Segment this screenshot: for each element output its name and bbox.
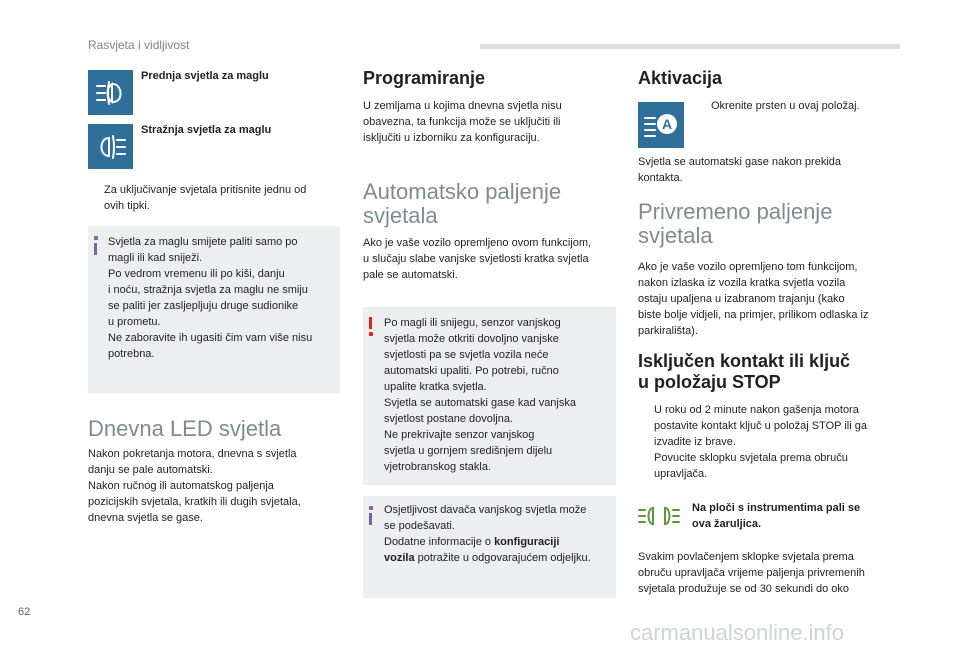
fog-instruction-line: Za uključivanje svjetala pritisnite jednu od <box>104 184 307 196</box>
programming-text-line: isključiti u izborniku za konfiguraciju. <box>363 132 540 144</box>
led-text-line: dnevna svjetla se gase. <box>88 512 203 524</box>
fog-info-line: se paliti jer zasljepljuju druge sudionike <box>108 300 299 312</box>
sensor-warning-box <box>363 307 616 485</box>
temporary-lighting-heading <box>638 200 832 248</box>
fog-info-line: Svjetla za maglu smijete paliti samo po <box>108 236 298 248</box>
fog-info-line: magli ili kad sniježi. <box>108 252 203 264</box>
config-link-text: konfiguraciji <box>494 536 560 548</box>
final-text <box>638 549 865 597</box>
front-fog-light-icon <box>88 70 133 115</box>
programming-text <box>363 98 562 146</box>
fog-info-box <box>88 226 340 393</box>
sensitivity-info-box <box>363 496 616 598</box>
auto-heading-line: svjetala <box>363 203 438 228</box>
fog-info-line: potrebna. <box>108 348 155 360</box>
text-run: potražite u odgovarajućem odjeljku. <box>414 552 591 564</box>
warning-line: upalite kratka svjetla. <box>384 381 487 393</box>
led-text-line: Nakon ručnog ili automatskog paljenja <box>88 480 274 492</box>
fog-instruction-line: ovih tipki. <box>104 200 150 212</box>
ignition-off-heading <box>638 351 850 393</box>
rear-fog-light-icon <box>88 124 133 169</box>
auto-lighting-icon <box>638 102 684 148</box>
off-heading-line: Isključen kontakt ili ključ <box>638 351 851 371</box>
warning-line: svjetla u gornjem središnjem dijelu <box>384 445 553 457</box>
led-text-line: danju se pale automatski. <box>88 464 213 476</box>
auto-lighting-heading <box>363 180 561 228</box>
indicator-label-line: ova žaruljica. <box>692 518 762 530</box>
programming-text-line: obavezna, ta funkcija može se uključiti ili <box>363 116 561 128</box>
step-line: izvadite iz brave. <box>654 436 736 448</box>
temp-text-line: Ako je vaše vozilo opremljeno tom funkcijom, <box>638 261 858 273</box>
warning-marker-icon <box>369 317 372 329</box>
step-line: U roku od 2 minute nakon gašenja motora <box>654 404 859 416</box>
sensitivity-line <box>384 534 591 550</box>
warning-dot-icon <box>369 332 373 336</box>
fog-info-line: i noću, stražnja svjetla za maglu ne smiju <box>108 284 308 296</box>
auto-heading-line: Automatsko paljenje <box>363 179 562 204</box>
svg-text:A: A <box>661 116 673 132</box>
step-line: Povucite sklopku svjetala prema obruču <box>654 452 848 464</box>
activation-text-line: kontakta. <box>638 172 683 184</box>
led-text-line: pozicijskih svjetala, kratkih ili dugih svjetala, <box>88 496 301 508</box>
step-line: upravljača. <box>654 468 708 480</box>
fog-info-line: Po vedrom vremenu ili po kiši, danju <box>108 268 285 280</box>
activation-step-text: Okrenite prsten u ovaj položaj. <box>711 100 860 112</box>
ignition-step-2 <box>638 450 908 484</box>
led-text <box>88 446 301 526</box>
auto-text-line: pale se automatski. <box>363 269 458 281</box>
programming-heading: Programiranje <box>363 68 486 88</box>
warning-line: svjetlost postane dovoljna. <box>384 413 514 425</box>
warning-line: Po magli ili snijegu, senzor vanjskog <box>384 317 561 329</box>
sensitivity-line <box>384 550 591 566</box>
indicator-label-line: Na ploči s instrumentima pali se <box>692 502 861 514</box>
final-text-line: svjetala produžuje se od 30 sekundi do oko <box>638 583 849 595</box>
temp-text-line: parkirališta). <box>638 325 698 337</box>
step-line: postavite kontakt ključ u položaj STOP ili ga <box>654 420 867 432</box>
indicator-label <box>692 500 860 532</box>
temporary-lighting-text <box>638 259 868 339</box>
temp-text-line: biste bolje vidjeli, na primjer, prilikom odlaska iz <box>638 309 869 321</box>
info-marker-icon <box>369 513 372 525</box>
programming-text-line: U zemljama u kojima dnevna svjetla nisu <box>363 100 562 112</box>
activation-heading: Aktivacija <box>638 68 723 88</box>
activation-text <box>638 154 841 186</box>
final-text-line: obruču upravljača vrijeme paljenja privremenih <box>638 567 865 579</box>
headlamp-indicator-icon <box>638 505 680 532</box>
led-heading: Dnevna LED svjetla <box>88 416 282 441</box>
warning-line: svjetla može otkriti dovoljno vanjske <box>384 333 559 345</box>
info-dot-icon <box>94 236 98 240</box>
rear-fog-label: Stražnja svjetla za maglu <box>141 124 272 136</box>
temp-text-line: ostaju upaljena u izabranom trajanju (kako <box>638 293 845 305</box>
page-number: 62 <box>18 606 31 618</box>
final-text-line: Svakim povlačenjem sklopke svjetala prema <box>638 551 854 563</box>
ignition-step-1 <box>638 402 908 452</box>
activation-text-line: Svjetla se automatski gase nakon prekida <box>638 156 842 168</box>
temp-text-line: nakon izlaska iz vozila kratka svjetla vozila <box>638 277 846 289</box>
auto-text-line: u slučaju slabe vanjske svjetlosti kratka svjetla <box>363 253 589 265</box>
fog-info-line: Ne zaboravite ih ugasiti čim vam više nisu <box>108 332 313 344</box>
warning-line: Svjetla se automatski gase kad vanjska <box>384 397 576 409</box>
section-title: Rasvjeta i vidljivost <box>88 38 190 52</box>
temp-heading-line: svjetala <box>638 223 713 248</box>
sensitivity-line: se podešavati. <box>384 520 455 532</box>
text-run: Dodatne informacije o <box>384 536 495 548</box>
activation-step <box>695 98 895 116</box>
fog-info-line: u prometu. <box>108 316 161 328</box>
auto-lighting-text <box>363 235 591 283</box>
sensitivity-line: Osjetljivost davača vanjskog svjetla može <box>384 504 587 516</box>
sensor-warning-text <box>384 315 576 475</box>
info-marker-icon <box>94 243 97 255</box>
warning-line: Ne prekrivajte senzor vanjskog <box>384 429 535 441</box>
config-link-text: vozila <box>384 552 415 564</box>
fog-info-text <box>108 234 312 362</box>
auto-text-line: Ako je vaše vozilo opremljeno ovom funkcijom, <box>363 237 592 249</box>
front-fog-label: Prednja svjetla za maglu <box>141 70 269 82</box>
warning-line: automatski upaliti. Po potrebi, ručno <box>384 365 559 377</box>
temp-heading-line: Privremeno paljenje <box>638 199 833 224</box>
off-heading-line: u položaju STOP <box>638 372 781 392</box>
watermark: carmanualsonline.info <box>630 620 845 645</box>
fog-instruction <box>88 182 348 216</box>
warning-line: svjetlosti pa se svjetla vozila neće <box>384 349 549 361</box>
info-dot-icon <box>369 506 373 510</box>
sensitivity-info-text <box>384 502 591 566</box>
warning-line: vjetrobranskog stakla. <box>384 461 491 473</box>
header-divider <box>480 44 900 49</box>
led-text-line: Nakon pokretanja motora, dnevna s svjetla <box>88 448 297 460</box>
